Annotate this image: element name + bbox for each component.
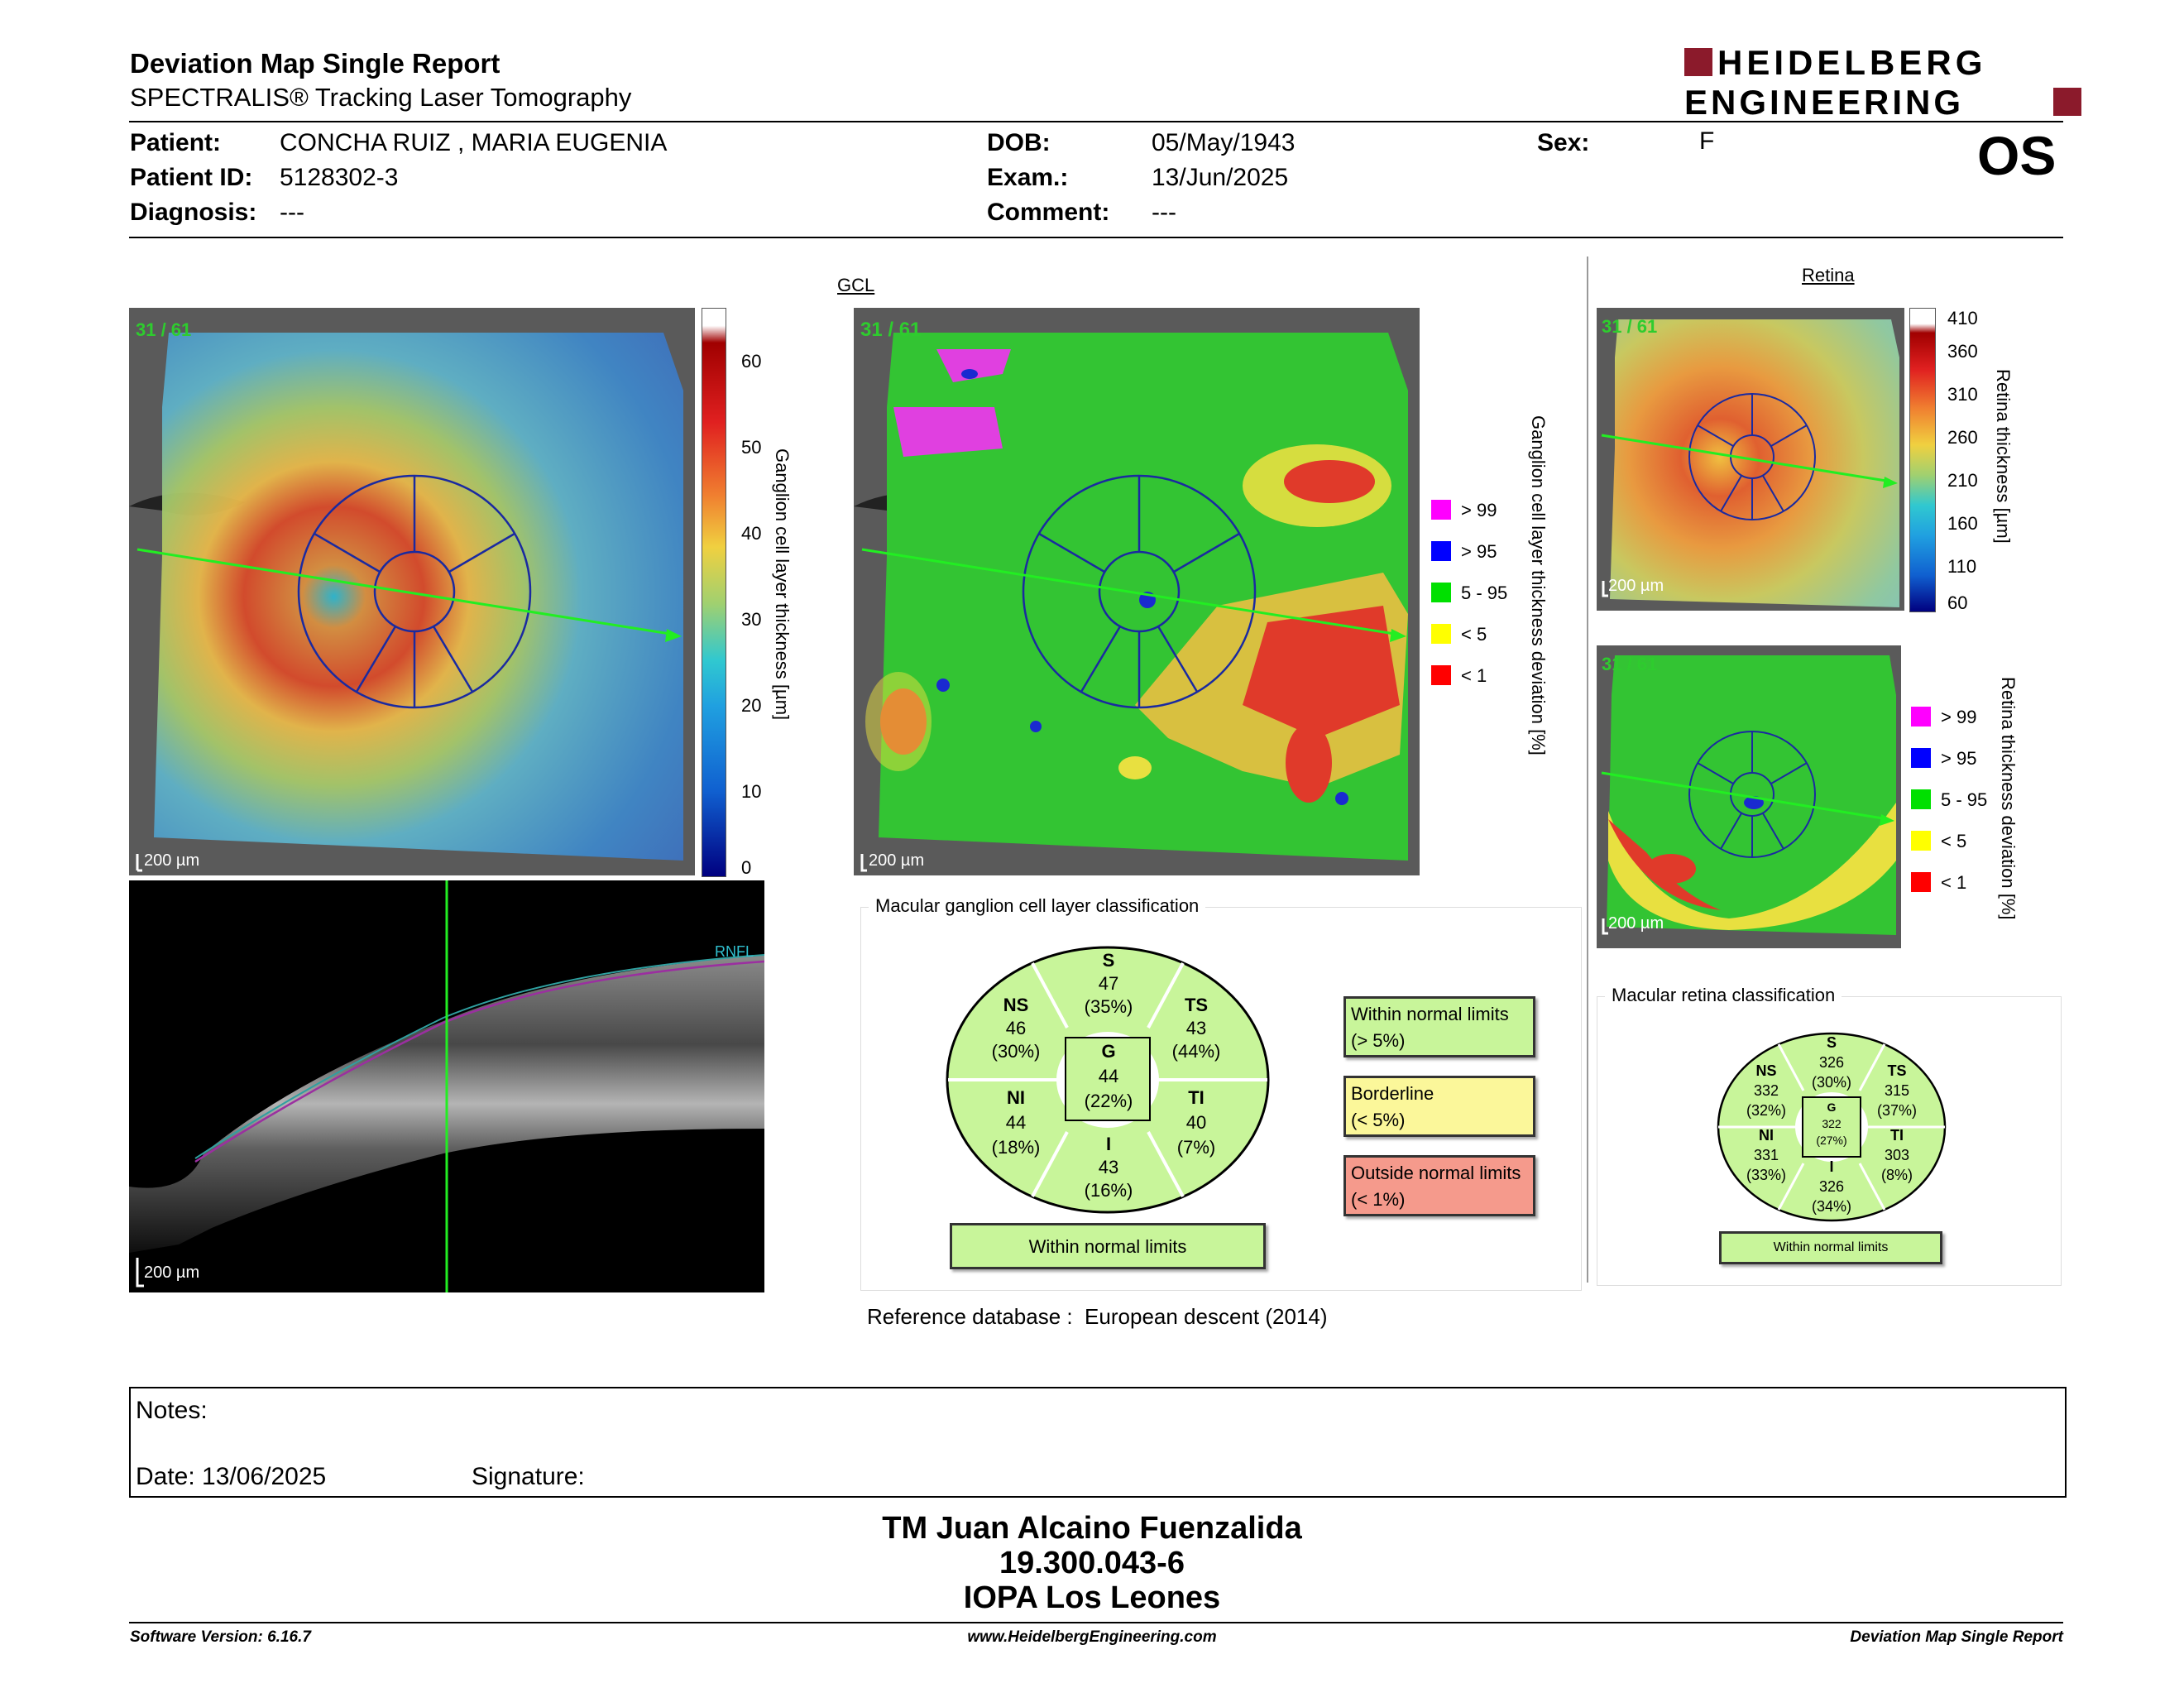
bscan-scale-label: 200 µm bbox=[144, 1264, 200, 1282]
patient-id-label: Patient ID: bbox=[130, 164, 253, 191]
retina-sector-ns-value: 332 bbox=[1753, 1082, 1779, 1099]
website-link[interactable]: www.HeidelbergEngineering.com bbox=[967, 1628, 1217, 1646]
heidelberg-logo bbox=[1684, 43, 2081, 119]
patient-id: 5128302-3 bbox=[280, 164, 399, 191]
retina-sector-s-pct: (30%) bbox=[1811, 1074, 1851, 1091]
retina-sector-ti-value: 303 bbox=[1884, 1147, 1910, 1163]
frame-counter: 31 / 61 bbox=[860, 319, 922, 341]
examiner-id: 19.300.043-6 bbox=[999, 1546, 1185, 1580]
retina-sector-ns-name: NS bbox=[1755, 1062, 1777, 1079]
dob-label: DOB: bbox=[987, 129, 1051, 156]
retina-legend-label: 5 - 95 bbox=[1941, 789, 1988, 810]
retina-sector-ns-pct: (32%) bbox=[1746, 1102, 1786, 1119]
retina-legend-swatch-lt1 bbox=[1911, 872, 1931, 892]
retina-cbar-tick: 310 bbox=[1947, 384, 1978, 405]
legend-swatch-gt95 bbox=[1431, 541, 1451, 561]
comment-value: --- bbox=[1152, 199, 1176, 226]
retina-cbar-tick: 110 bbox=[1947, 556, 1977, 577]
sector-ni-name: NI bbox=[1007, 1087, 1025, 1108]
retina-cbar-tick: 60 bbox=[1947, 592, 1968, 613]
eye-indicator: OS bbox=[1977, 125, 2057, 186]
reference-database: Reference database : European descent (2014) bbox=[867, 1304, 1328, 1329]
sector-i-value: 43 bbox=[1098, 1157, 1119, 1177]
report-title: Deviation Map Single Report bbox=[130, 48, 500, 79]
exam-value: 13/Jun/2025 bbox=[1152, 164, 1289, 191]
retina-sector-i-pct: (34%) bbox=[1811, 1198, 1851, 1215]
retina-sector-g-pct: (27%) bbox=[1816, 1134, 1847, 1147]
cbar-tick: 50 bbox=[741, 437, 762, 458]
sector-g-value: 44 bbox=[1098, 1066, 1119, 1086]
retina-sector-ts-name: TS bbox=[1887, 1062, 1907, 1079]
sector-s-value: 47 bbox=[1098, 973, 1119, 994]
retina-classification-title: Macular retina classification bbox=[1605, 985, 1842, 1006]
scale-label: 200 µm bbox=[869, 851, 925, 870]
retina-sector-i-name: I bbox=[1829, 1158, 1834, 1175]
retina-legend-label: > 95 bbox=[1941, 748, 1977, 769]
sector-ts-value: 43 bbox=[1185, 1018, 1207, 1038]
retina-sector-i-value: 326 bbox=[1818, 1178, 1845, 1195]
legend-label: 5 - 95 bbox=[1461, 583, 1508, 603]
sex-label: Sex: bbox=[1537, 129, 1590, 156]
report-subtitle: SPECTRALIS® Tracking Laser Tomography bbox=[130, 83, 632, 112]
cbar-tick: 0 bbox=[741, 857, 752, 878]
retina-cbar-tick: 210 bbox=[1947, 470, 1978, 491]
sector-ti-pct: (7%) bbox=[1176, 1137, 1216, 1158]
retina-sector-ts-value: 315 bbox=[1884, 1082, 1910, 1099]
colorbar-axis-label: Ganglion cell layer thickness [µm] bbox=[772, 448, 793, 721]
gcl-heading: GCL bbox=[837, 275, 875, 295]
gcl-deviation-map bbox=[854, 308, 1420, 875]
sector-ti-name: TI bbox=[1188, 1087, 1205, 1108]
cbar-tick: 20 bbox=[741, 695, 762, 716]
retina-cbar-tick: 260 bbox=[1947, 427, 1978, 448]
retina-sector-s-value: 326 bbox=[1818, 1054, 1845, 1071]
frame-counter: 31 / 61 bbox=[1602, 316, 1658, 337]
retina-legend-swatch-5-95 bbox=[1911, 789, 1931, 809]
sector-g-name: G bbox=[1101, 1041, 1116, 1062]
footer-report-name: Deviation Map Single Report bbox=[1850, 1628, 2063, 1646]
legend-label: > 95 bbox=[1461, 541, 1497, 562]
legend-label: < 1 bbox=[1461, 665, 1487, 686]
diagnosis-label: Diagnosis: bbox=[130, 199, 257, 226]
gcl-classification-title: Macular ganglion cell layer classification bbox=[869, 895, 1205, 917]
retina-colorbar-axis-label: Retina thickness [µm] bbox=[1993, 369, 2014, 544]
legend-within bbox=[1343, 996, 1535, 1057]
legend-within-line2: (> 5%) bbox=[1351, 1030, 1406, 1051]
gcl-result-box: Within normal limits bbox=[950, 1223, 1266, 1269]
examiner-org: IOPA Los Leones bbox=[963, 1580, 1221, 1615]
notes-label: Notes: bbox=[136, 1397, 208, 1424]
date-label: Date: 13/06/2025 bbox=[136, 1463, 327, 1490]
retina-deviation-map bbox=[1597, 645, 1901, 948]
retina-sector-s-name: S bbox=[1826, 1034, 1837, 1051]
retina-sector-ti-name: TI bbox=[1890, 1127, 1904, 1144]
legend-borderline-line2: (< 5%) bbox=[1351, 1110, 1406, 1130]
examiner-name: TM Juan Alcaino Fuenzalida bbox=[882, 1511, 1302, 1546]
legend-swatch-5-95 bbox=[1431, 583, 1451, 602]
retina-sector-ni-value: 331 bbox=[1753, 1147, 1779, 1163]
sector-ti-value: 40 bbox=[1185, 1112, 1207, 1133]
notes-box[interactable] bbox=[129, 1387, 2067, 1498]
retina-deviation-axis-label: Retina thickness deviation [%] bbox=[1998, 677, 2019, 920]
retina-legend-label: < 1 bbox=[1941, 872, 1967, 893]
patient-label: Patient: bbox=[130, 129, 222, 156]
exam-label: Exam.: bbox=[987, 164, 1069, 191]
software-version: Software Version: 6.16.7 bbox=[130, 1628, 311, 1646]
legend-swatch-lt5 bbox=[1431, 624, 1451, 644]
retina-sector-ni-name: NI bbox=[1759, 1127, 1774, 1144]
sex-value: F bbox=[1699, 127, 1715, 155]
sector-i-pct: (16%) bbox=[1084, 1180, 1133, 1201]
retina-sector-g-value: 322 bbox=[1822, 1117, 1842, 1130]
legend-swatch-lt1 bbox=[1431, 665, 1451, 685]
retina-thickness-map bbox=[1597, 308, 1904, 611]
retina-legend-swatch-gt99 bbox=[1911, 707, 1931, 727]
thickness-colorbar bbox=[702, 308, 726, 877]
retina-cbar-tick: 410 bbox=[1947, 308, 1978, 328]
dob-value: 05/May/1943 bbox=[1152, 129, 1296, 156]
sector-s-name: S bbox=[1102, 950, 1115, 971]
sector-ni-pct: (18%) bbox=[991, 1137, 1041, 1158]
retina-sector-ts-pct: (37%) bbox=[1876, 1102, 1917, 1119]
legend-outside bbox=[1343, 1155, 1535, 1216]
oct-bscan bbox=[129, 880, 764, 1292]
cbar-tick: 30 bbox=[741, 609, 762, 630]
sector-g-pct: (22%) bbox=[1084, 1091, 1133, 1111]
legend-label: < 5 bbox=[1461, 624, 1487, 645]
cbar-tick: 10 bbox=[741, 781, 762, 802]
retina-legend-swatch-lt5 bbox=[1911, 831, 1931, 851]
legend-outside-line2: (< 1%) bbox=[1351, 1189, 1406, 1210]
retina-sector-ni-pct: (33%) bbox=[1746, 1167, 1786, 1183]
diagnosis-value: --- bbox=[280, 199, 304, 226]
legend-borderline bbox=[1343, 1076, 1535, 1137]
gcl-deviation-axis-label: Ganglion cell layer thickness deviation [%] bbox=[1528, 415, 1549, 755]
sector-ns-value: 46 bbox=[1005, 1018, 1027, 1038]
legend-outside-line1: Outside normal limits bbox=[1351, 1163, 1521, 1183]
sector-ni-value: 44 bbox=[1005, 1112, 1027, 1133]
retina-sector-ti-pct: (8%) bbox=[1880, 1167, 1913, 1183]
retina-sector-g-name: G bbox=[1827, 1101, 1837, 1114]
patient-name: CONCHA RUIZ , MARIA EUGENIA bbox=[280, 129, 668, 156]
retina-colorbar bbox=[1909, 308, 1936, 612]
legend-label: > 99 bbox=[1461, 500, 1497, 520]
cbar-tick: 60 bbox=[741, 351, 762, 372]
signature-label: Signature: bbox=[472, 1463, 585, 1490]
sector-s-pct: (35%) bbox=[1084, 996, 1133, 1017]
legend-borderline-line1: Borderline bbox=[1351, 1083, 1434, 1104]
legend-swatch-gt99 bbox=[1431, 500, 1451, 520]
sector-ts-name: TS bbox=[1184, 995, 1209, 1015]
scale-label: 200 µm bbox=[1608, 577, 1664, 595]
retina-cbar-tick: 160 bbox=[1947, 513, 1978, 534]
sector-ns-name: NS bbox=[1003, 995, 1029, 1015]
legend-within-line1: Within normal limits bbox=[1351, 1004, 1509, 1024]
frame-counter: 31 / 61 bbox=[136, 319, 192, 340]
comment-label: Comment: bbox=[987, 199, 1110, 226]
rnfl-tag: RNFL bbox=[715, 943, 754, 960]
sector-i-name: I bbox=[1105, 1134, 1112, 1154]
scale-label: 200 µm bbox=[144, 851, 200, 870]
scale-label: 200 µm bbox=[1608, 914, 1664, 933]
retina-legend-swatch-gt95 bbox=[1911, 748, 1931, 768]
sector-ns-pct: (30%) bbox=[991, 1041, 1041, 1062]
frame-counter: 31 / 61 bbox=[1602, 654, 1658, 674]
sector-ts-pct: (44%) bbox=[1171, 1041, 1221, 1062]
cbar-tick: 40 bbox=[741, 523, 762, 544]
gcl-thickness-map bbox=[129, 308, 695, 875]
retina-heading: Retina bbox=[1802, 265, 1855, 285]
logo-line1: HEIDELBERG bbox=[1717, 43, 1987, 82]
retina-legend-label: < 5 bbox=[1941, 831, 1967, 851]
logo-line2: ENGINEERING bbox=[1684, 83, 1965, 119]
retina-result-box: Within normal limits bbox=[1719, 1231, 1942, 1264]
retina-legend-label: > 99 bbox=[1941, 707, 1977, 727]
retina-cbar-tick: 360 bbox=[1947, 341, 1978, 362]
